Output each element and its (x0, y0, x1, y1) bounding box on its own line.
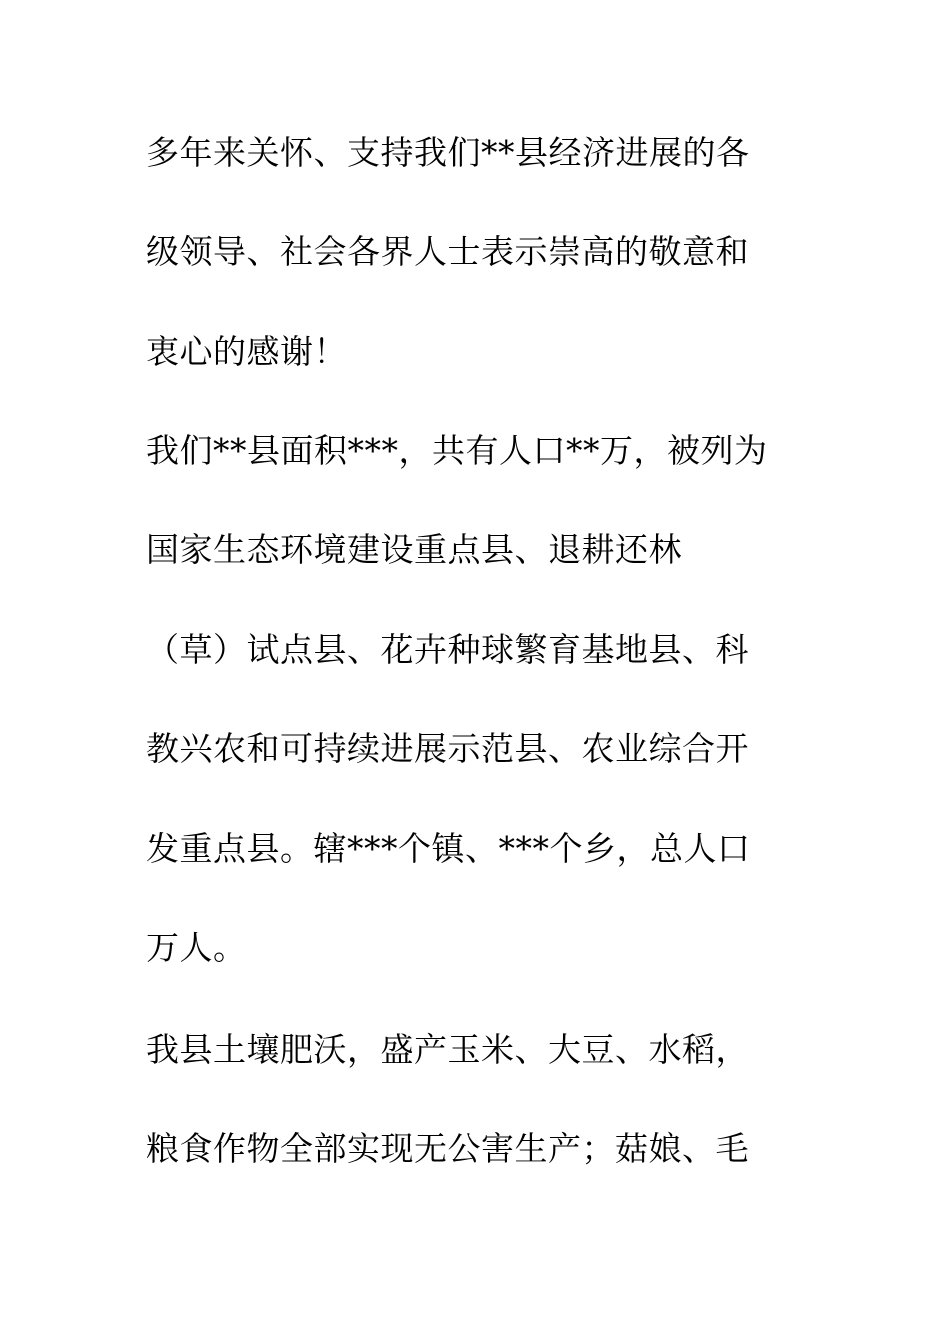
text-line-7: 教兴农和可持续进展示范县、农业综合开 (146, 729, 749, 768)
text-line-9: 万人。 (146, 928, 247, 967)
text-line-3: 衷心的感谢！ (146, 332, 347, 371)
text-line-4: 我们**县面积***，共有人口**万，被列为 (146, 431, 768, 470)
text-line-10: 我县土壤肥沃，盛产玉米、大豆、水稻， (146, 1030, 749, 1069)
text-line-6: （草）试点县、花卉种球繁育基地县、科 (146, 630, 749, 669)
text-line-11: 粮食作物全部实现无公害生产；菇娘、毛 (146, 1129, 749, 1168)
text-line-8: 发重点县。辖***个镇、***个乡，总人口 (146, 829, 751, 868)
text-line-5: 国家生态环境建设重点县、退耕还林 (146, 530, 682, 569)
text-line-1: 多年来关怀、支持我们**县经济进展的各 (146, 133, 750, 172)
text-line-2: 级领导、社会各界人士表示崇高的敬意和 (146, 232, 749, 271)
